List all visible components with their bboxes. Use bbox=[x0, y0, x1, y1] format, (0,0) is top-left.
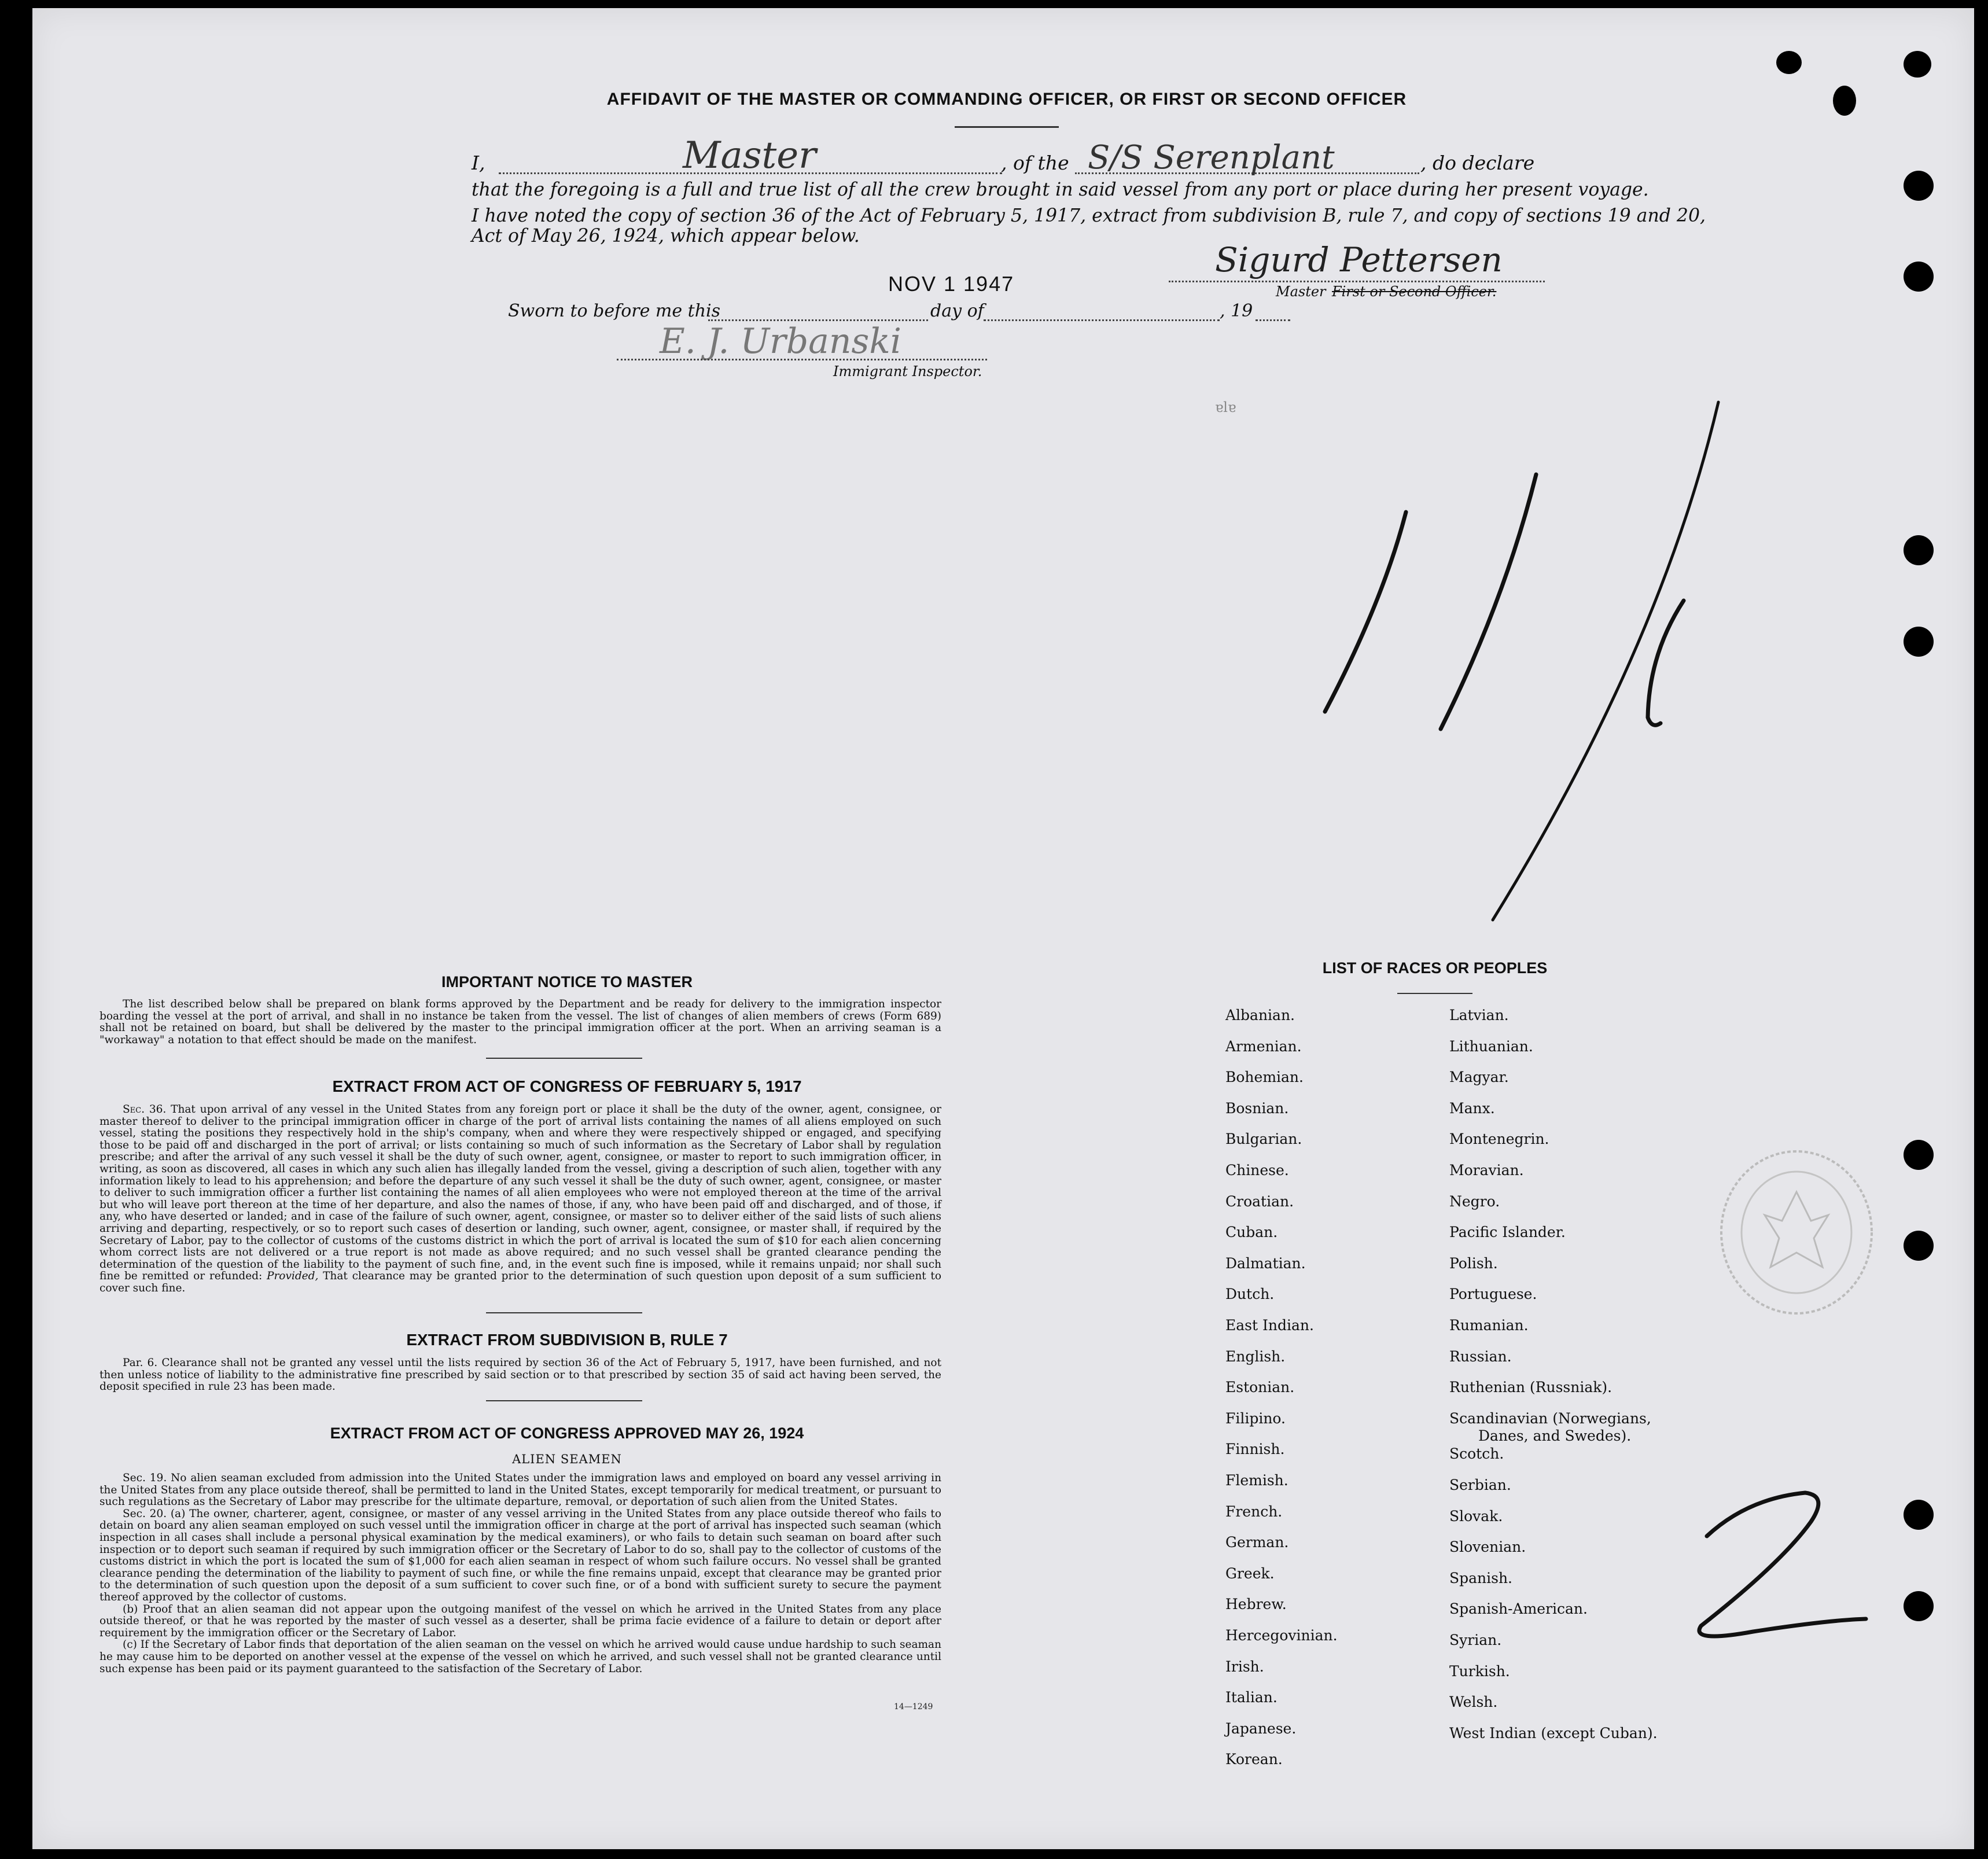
punch-hole bbox=[1904, 171, 1934, 201]
extract-1917-body bbox=[100, 1104, 941, 1295]
sworn-label: Sworn to before me this bbox=[508, 301, 721, 321]
sec36-label: Sec. 36. bbox=[123, 1103, 167, 1116]
official-seal bbox=[1713, 1146, 1880, 1319]
vessel-handwriting: S/S Serenplant bbox=[1088, 139, 1335, 176]
races-title: LIST OF RACES OR PEOPLES bbox=[1322, 959, 1548, 977]
signer-caption-struck: First or Second Officer. bbox=[1332, 284, 1497, 300]
race-item: Danes, and Swedes). bbox=[1478, 1427, 1632, 1444]
race-item: English. bbox=[1225, 1348, 1286, 1365]
title-rule bbox=[955, 126, 1059, 128]
race-item: Bohemian. bbox=[1225, 1069, 1304, 1086]
declaration-line-2: that the foregoing is a full and true list of all the crew brought in said vessel from any port or place during her present voyage. bbox=[472, 179, 1649, 200]
race-item: Cuban. bbox=[1225, 1224, 1278, 1241]
extract-1917-rule bbox=[486, 1312, 642, 1313]
race-item: Russian. bbox=[1449, 1348, 1512, 1365]
race-item: Welsh. bbox=[1449, 1694, 1498, 1711]
inspector-blank bbox=[617, 359, 987, 360]
signer-caption-master: Master bbox=[1276, 284, 1326, 300]
form-number: 14—1249 bbox=[894, 1702, 933, 1711]
notice-rule bbox=[486, 1058, 642, 1059]
extract-1917-title: EXTRACT FROM ACT OF CONGRESS OF FEBRUARY 5, 1917 bbox=[332, 1077, 802, 1095]
rule7-text: Par. 6. Clearance shall not be granted any vessel until the lists required by section 36 of the Act of February 5, 1917, have been furnished, and not then unless notice of liability to the administrative fine prescribed by said section or to that prescribed by section 35 of said act having been served, the deposit specified in rule 23 has been made. bbox=[100, 1357, 941, 1393]
race-item: Slovenian. bbox=[1449, 1538, 1526, 1556]
faint-mark: ɐlɐ bbox=[1215, 399, 1236, 415]
date-stamp: NOV 1 1947 bbox=[888, 272, 1015, 296]
punch-hole bbox=[1904, 627, 1934, 657]
sec19-text: Sec. 19. No alien seaman excluded from admission into the United States under the immigration laws and employed on board any vessel arriving in the United States from any place outside thereof, shall be permitted to land in the United States, except temporarily for medical treatment, or pursuant to such regulations as the Secretary of Labor may prescribe for the ultimate departure, removal, or deportation of such alien from the United States. bbox=[100, 1472, 941, 1508]
alien-seamen-subtitle: ALIEN SEAMEN bbox=[512, 1452, 622, 1466]
rule7-title: EXTRACT FROM SUBDIVISION B, RULE 7 bbox=[406, 1331, 728, 1349]
race-item: Dalmatian. bbox=[1225, 1254, 1306, 1272]
punch-hole bbox=[1776, 51, 1802, 74]
punch-hole bbox=[1904, 262, 1934, 292]
race-item: Latvian. bbox=[1449, 1007, 1509, 1024]
race-item: Flemish. bbox=[1225, 1472, 1288, 1489]
affidavit-title: AFFIDAVIT OF THE MASTER OR COMMANDING OFFICER, OR FIRST OR SECOND OFFICER bbox=[606, 90, 1407, 109]
race-item: Slovak. bbox=[1449, 1507, 1503, 1525]
notice-text: The list described below shall be prepared on blank forms approved by the Department and be ready for delivery to the immigration inspector boarding the vessel at the port of arrival, and shall in no instance be taken from the vessel. The list of changes of alien members of crews (Form 689) shall not be retained on board, but shall be delivered by the master to the principal immigration officer at the port. When an arriving seaman is a "workaway" a notation to that effect should be made on the manifest. bbox=[100, 998, 941, 1046]
declaration-line-3: I have noted the copy of section 36 of the Act of February 5, 1917, extract from subdivision B, rule 7, and copy of sections 19 and 20, bbox=[472, 205, 1706, 226]
punch-hole bbox=[1904, 535, 1934, 565]
race-item: Pacific Islander. bbox=[1449, 1224, 1566, 1241]
handwritten-page-number bbox=[1666, 1487, 1875, 1649]
rule7-body bbox=[100, 1357, 941, 1393]
i-label: I, bbox=[472, 152, 485, 174]
race-item: Bosnian. bbox=[1225, 1099, 1289, 1117]
race-item: Finnish. bbox=[1225, 1441, 1285, 1458]
master-signature: Sigurd Pettersen bbox=[1215, 240, 1503, 279]
extract-1924-title: EXTRACT FROM ACT OF CONGRESS APPROVED MAY 26, 1924 bbox=[330, 1424, 804, 1442]
sec36-end: That clearance may be granted prior to the determination of such question upon deposit of a sum sufficient to cover such fine. bbox=[100, 1270, 941, 1294]
race-item: Japanese. bbox=[1225, 1720, 1297, 1737]
race-item: Turkish. bbox=[1449, 1662, 1510, 1680]
race-item: Scandinavian (Norwegians, bbox=[1449, 1409, 1651, 1427]
do-declare-label: , do declare bbox=[1420, 152, 1535, 174]
race-item: East Indian. bbox=[1225, 1317, 1314, 1334]
race-item: French. bbox=[1225, 1503, 1283, 1520]
race-item: Albanian. bbox=[1225, 1007, 1295, 1024]
race-item: Syrian. bbox=[1449, 1632, 1502, 1648]
sec20b-text: (b) Proof that an alien seaman did not appear upon the outgoing manifest of the vessel on which he arrived in the United States from any place outside thereof, or that he was reported by the master of such vessel as a deserter, shall be prima facie evidence of a failure to detain or deport after requirement by the immigration officer or the Secretary of Labor. bbox=[100, 1603, 941, 1639]
race-item: Montenegrin. bbox=[1449, 1131, 1549, 1148]
race-item: West Indian (except Cuban). bbox=[1449, 1724, 1658, 1742]
race-item: German. bbox=[1225, 1534, 1289, 1551]
race-item: Serbian. bbox=[1449, 1477, 1511, 1493]
punch-hole bbox=[1904, 51, 1931, 78]
race-item: Greek. bbox=[1225, 1564, 1275, 1582]
sworn-month-blank bbox=[984, 319, 1220, 321]
race-item: Italian. bbox=[1225, 1689, 1278, 1706]
sec20a-text: Sec. 20. (a) The owner, charterer, agent, consignee, or master of any vessel arriving in the United States from any place outside thereof who fails to detain on board any alien seaman employed on such vessel until the immigration officer in charge at the port of arrival has inspected such seaman (which inspection in all cases shall include a personal physical examination by the medical examiners), or who fails to detain such seaman on board after such inspection or to deport such seaman if required by such immigration officer or the Secretary of Labor to do so, shall pay to the collector of customs of the customs district in which the port is located the sum of $1,000 for each alien seaman in respect of whom such failure occurs. No vessel shall be granted clearance pending the determination of the liability to payment of such fine, or while the fine remains unpaid, except that clearance may be granted prior to the determination of such question upon the deposit of a sum sufficient to cover such fine, or of a bond with sufficient surety to secure the payment thereof approved by the collector of customs. bbox=[100, 1507, 941, 1603]
race-item: Ruthenian (Russniak). bbox=[1449, 1379, 1613, 1396]
signature-blank bbox=[1169, 281, 1545, 282]
race-item: Lithuanian. bbox=[1449, 1037, 1533, 1055]
race-item: Spanish. bbox=[1449, 1569, 1513, 1586]
race-item: Hebrew. bbox=[1225, 1596, 1287, 1613]
declaration-line-4: Act of May 26, 1924, which appear below. bbox=[472, 226, 860, 246]
punch-hole bbox=[1904, 1500, 1934, 1530]
race-item: Rumanian. bbox=[1449, 1317, 1529, 1334]
notice-title: IMPORTANT NOTICE TO MASTER bbox=[441, 973, 693, 991]
punch-hole bbox=[1904, 1140, 1934, 1170]
race-item: Polish. bbox=[1449, 1254, 1498, 1272]
race-item: Korean. bbox=[1225, 1751, 1283, 1768]
day-of-label: day of bbox=[930, 301, 984, 321]
races-rule bbox=[1397, 993, 1472, 994]
race-item: Irish. bbox=[1225, 1658, 1264, 1675]
year-label: , 19 bbox=[1220, 301, 1253, 321]
notice-body bbox=[100, 999, 941, 1046]
race-item: Estonian. bbox=[1225, 1379, 1295, 1396]
race-item: Manx. bbox=[1449, 1099, 1495, 1117]
rule7-rule bbox=[486, 1400, 642, 1401]
race-item: Bulgarian. bbox=[1225, 1131, 1302, 1148]
race-item: Chinese. bbox=[1225, 1162, 1289, 1179]
inspector-signature: E. J. Urbanski bbox=[660, 321, 901, 362]
inspector-caption: Immigrant Inspector. bbox=[833, 363, 982, 380]
race-item: Croatian. bbox=[1225, 1192, 1294, 1210]
punch-hole bbox=[1904, 1591, 1934, 1621]
punch-hole bbox=[1904, 1231, 1934, 1261]
race-item: Spanish-American. bbox=[1449, 1600, 1588, 1618]
race-item: Moravian. bbox=[1449, 1162, 1524, 1179]
race-item: Dutch. bbox=[1225, 1286, 1275, 1303]
race-item: Magyar. bbox=[1449, 1069, 1509, 1086]
race-item: Portuguese. bbox=[1449, 1286, 1537, 1303]
handwritten-mark bbox=[1302, 382, 1742, 926]
race-item: Scotch. bbox=[1449, 1445, 1504, 1463]
extract-1924-body bbox=[100, 1473, 941, 1675]
race-item: Hercegovinian. bbox=[1225, 1627, 1338, 1644]
race-item: Filipino. bbox=[1225, 1409, 1286, 1427]
sworn-year-blank bbox=[1256, 319, 1290, 321]
punch-hole bbox=[1833, 86, 1856, 116]
sec20c-text: (c) If the Secretary of Labor finds that deportation of the alien seaman on the vessel on which he arrived would cause undue hardship to such seaman he may cause him to be deported on another vessel at the expense of the vessel on which he arrived, and such vessel shall not be granted clearance until such expense has been paid or its payment guaranteed to the satisfaction of the Secretary of Labor. bbox=[100, 1639, 941, 1675]
provided-word: Provided, bbox=[267, 1270, 319, 1283]
race-item: Armenian. bbox=[1225, 1037, 1302, 1055]
sec36-text: That upon arrival of any vessel in the United States from any foreign port or place it shall be the duty of the owner, agent, consignee, or master thereof to deliver to the principal immigration officer in charge of the port of arrival lists containing the names of all aliens employed on such vessel, stating the positions they respectively hold in the ship's company, when and where they were respectively shipped or engaged, and specifying those to be paid off and discharged in the port of arrival; or lists containing so much of such information as the Secretary of Labor shall by regulation prescribe; and after the arrival of any such vessel it shall be the duty of such owner, agent, consignee, or master to report to such immigration officer, in writing, as soon as discovered, all cases in which any such alien has illegally landed from the vessel, giving a description of such alien, together with any information likely to lead to his apprehension; and before the departure of any such vessel it shall be the duty of such owner, agent, consignee, or master to deliver to such immigration officer a further list containing the names of all alien employees who were not employed thereon at the time of the arrival but who will leave port thereon at the time of her departure, and also the names of those, if any, who have been paid off and discharged, and of those, if any, who have deserted or landed; and in case of the failure of such owner, agent, consignee, or master so to deliver either of the said lists of such aliens arriving and departing, respectively, or so to report such cases of desertion or landing, such owner, agent, consignee, or master shall, if required by the Secretary of Labor, pay to the collector of customs of the customs district in which the port of arrival is located the sum of $10 for each alien concerning whom correct lists are not delivered or a true report is not made as above required; and no such vessel shall be granted clearance pending the determination of the question of the liability to the payment of such fine, and, in the event such fine is imposed, while it remains unpaid; nor shall such fine be remitted or refunded: bbox=[100, 1103, 941, 1283]
of-the-label: , of the bbox=[1001, 152, 1069, 174]
rank-handwriting: Master bbox=[683, 134, 816, 177]
race-item: Negro. bbox=[1449, 1192, 1500, 1210]
